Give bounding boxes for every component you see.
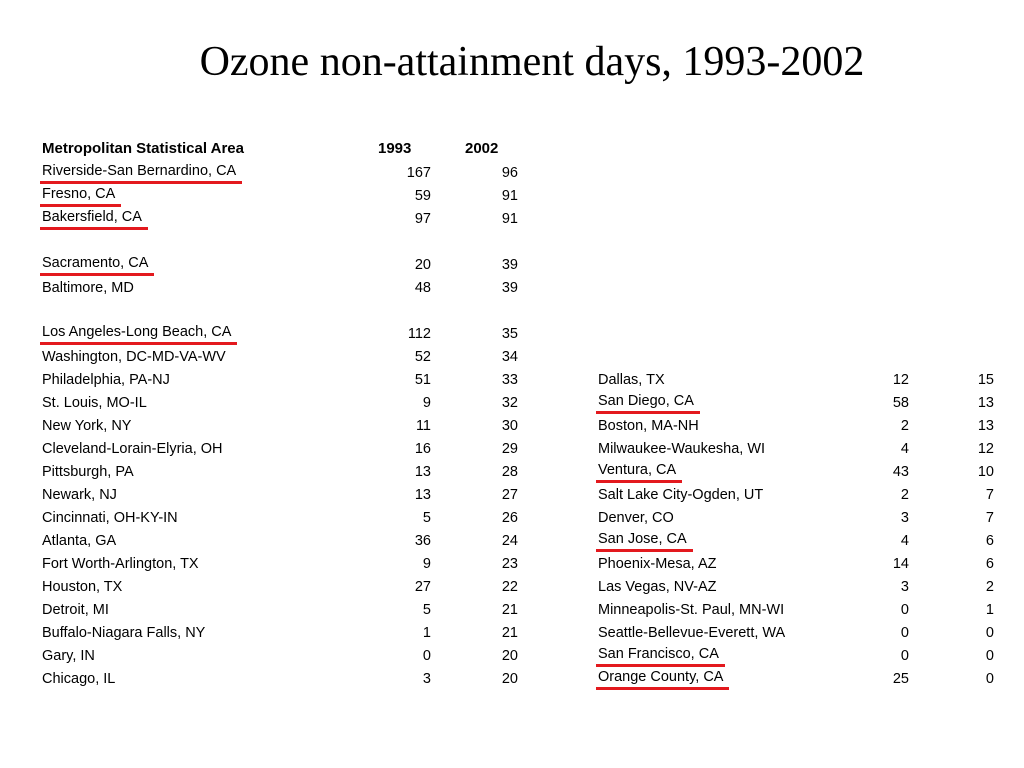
table-row (598, 484, 998, 507)
value-1993: 43 (892, 464, 909, 480)
table-row (42, 346, 522, 369)
table-row (42, 208, 522, 231)
table-row (42, 162, 522, 185)
area-name: New York, NY (42, 418, 132, 434)
value-2002: 91 (501, 188, 518, 204)
table-row (598, 553, 998, 576)
value-2002: 34 (501, 349, 518, 365)
value-1993: 11 (415, 418, 431, 434)
table-row (42, 392, 522, 415)
area-name: Houston, TX (42, 579, 123, 595)
value-1993: 4 (900, 533, 909, 549)
value-2002: 1 (985, 602, 994, 618)
value-2002: 39 (501, 257, 518, 273)
value-1993: 51 (414, 372, 431, 388)
table-row (42, 277, 522, 300)
table-row (598, 645, 998, 668)
value-2002: 39 (501, 280, 518, 296)
area-name: Fresno, CA (40, 185, 121, 207)
value-2002: 10 (977, 464, 994, 480)
header-area: Metropolitan Statistical Area (42, 140, 244, 157)
value-2002: 0 (985, 625, 994, 641)
value-1993: 3 (422, 671, 431, 687)
table-row (42, 530, 522, 553)
value-2002: 7 (985, 510, 994, 526)
value-1993: 14 (892, 556, 909, 572)
table-row (42, 185, 522, 208)
table-row (42, 576, 522, 599)
value-1993: 5 (422, 510, 431, 526)
value-2002: 7 (985, 487, 994, 503)
area-name: Detroit, MI (42, 602, 109, 618)
area-name: St. Louis, MO-IL (42, 395, 147, 411)
table-row (598, 622, 998, 645)
value-1993: 52 (414, 349, 431, 365)
value-2002: 96 (501, 165, 518, 181)
value-1993: 2 (900, 418, 909, 434)
value-2002: 6 (985, 556, 994, 572)
value-1993: 0 (422, 648, 431, 664)
value-1993: 0 (900, 625, 909, 641)
table-row (42, 668, 522, 691)
value-2002: 13 (977, 418, 994, 434)
value-1993: 2 (900, 487, 909, 503)
table-row (598, 576, 998, 599)
area-name: Cincinnati, OH-KY-IN (42, 510, 178, 526)
value-2002: 26 (501, 510, 518, 526)
area-name: San Francisco, CA (596, 645, 725, 667)
value-1993: 36 (414, 533, 431, 549)
value-2002: 27 (501, 487, 518, 503)
value-1993: 16 (414, 441, 431, 457)
table-row (42, 622, 522, 645)
area-name: Ventura, CA (596, 461, 682, 483)
value-2002: 0 (985, 671, 994, 687)
area-name: Chicago, IL (42, 671, 116, 687)
value-1993: 13 (414, 487, 431, 503)
area-name: Salt Lake City-Ogden, UT (598, 487, 764, 503)
area-name: Las Vegas, NV-AZ (598, 579, 717, 595)
area-name: Denver, CO (598, 510, 674, 526)
area-name: Sacramento, CA (40, 254, 154, 276)
value-2002: 22 (501, 579, 518, 595)
area-name: Seattle-Bellevue-Everett, WA (598, 625, 786, 641)
area-name: Orange County, CA (596, 668, 729, 690)
value-1993: 97 (414, 211, 431, 227)
value-2002: 12 (977, 441, 994, 457)
table-row (598, 392, 998, 415)
area-name: San Diego, CA (596, 392, 700, 414)
table-row (42, 599, 522, 622)
value-1993: 1 (422, 625, 431, 641)
value-2002: 15 (977, 372, 994, 388)
table-row (598, 507, 998, 530)
value-1993: 3 (900, 579, 909, 595)
area-name: Phoenix-Mesa, AZ (598, 556, 717, 572)
value-2002: 21 (501, 602, 518, 618)
value-1993: 0 (900, 648, 909, 664)
table-row (598, 461, 998, 484)
table-row (598, 415, 998, 438)
table-row (42, 438, 522, 461)
value-1993: 27 (414, 579, 431, 595)
area-name: Newark, NJ (42, 487, 117, 503)
value-1993: 5 (422, 602, 431, 618)
value-1993: 48 (414, 280, 431, 296)
value-1993: 167 (406, 165, 431, 181)
table-row (598, 530, 998, 553)
area-name: Baltimore, MD (42, 280, 134, 296)
value-2002: 13 (977, 395, 994, 411)
table-row (598, 668, 998, 691)
area-name: Bakersfield, CA (40, 208, 148, 230)
page-title: Ozone non-attainment days, 1993-2002 (199, 39, 865, 85)
value-2002: 24 (501, 533, 518, 549)
value-1993: 0 (900, 602, 909, 618)
value-2002: 91 (501, 211, 518, 227)
area-name: Riverside-San Bernardino, CA (40, 162, 242, 184)
value-1993: 12 (892, 372, 909, 388)
value-2002: 23 (501, 556, 518, 572)
value-2002: 28 (501, 464, 518, 480)
table-row (42, 415, 522, 438)
table-row (42, 645, 522, 668)
header-2002: 2002 (465, 140, 499, 157)
area-name: San Jose, CA (596, 530, 693, 552)
value-1993: 9 (422, 556, 431, 572)
table-row (598, 438, 998, 461)
table-row (42, 484, 522, 507)
area-name: Washington, DC-MD-VA-WV (42, 349, 226, 365)
value-1993: 112 (407, 326, 431, 342)
table-row (42, 369, 522, 392)
value-2002: 20 (501, 648, 518, 664)
area-name: Boston, MA-NH (598, 418, 699, 434)
area-name: Fort Worth-Arlington, TX (42, 556, 199, 572)
table-row (42, 323, 522, 346)
value-2002: 2 (985, 579, 994, 595)
value-1993: 25 (892, 671, 909, 687)
area-name: Dallas, TX (598, 372, 665, 388)
table-row (42, 553, 522, 576)
value-2002: 30 (501, 418, 518, 434)
table-row (598, 369, 998, 392)
value-1993: 59 (414, 188, 431, 204)
header-1993: 1993 (378, 140, 412, 157)
value-2002: 20 (501, 671, 518, 687)
value-2002: 29 (501, 441, 518, 457)
area-name: Philadelphia, PA-NJ (42, 372, 170, 388)
area-name: Buffalo-Niagara Falls, NY (42, 625, 206, 641)
area-name: Milwaukee-Waukesha, WI (598, 441, 766, 457)
value-1993: 4 (900, 441, 909, 457)
value-2002: 33 (501, 372, 518, 388)
value-2002: 0 (985, 648, 994, 664)
area-name: Atlanta, GA (42, 533, 117, 549)
value-1993: 9 (422, 395, 431, 411)
value-1993: 20 (414, 257, 431, 273)
area-name: Cleveland-Lorain-Elyria, OH (42, 441, 223, 457)
area-name: Gary, IN (42, 648, 95, 664)
value-1993: 13 (414, 464, 431, 480)
table-row (42, 507, 522, 530)
area-name: Pittsburgh, PA (42, 464, 134, 480)
value-2002: 21 (501, 625, 518, 641)
value-1993: 3 (900, 510, 909, 526)
value-2002: 32 (501, 395, 518, 411)
table-row (42, 254, 522, 277)
value-2002: 35 (501, 326, 518, 342)
area-name: Los Angeles-Long Beach, CA (40, 323, 237, 345)
value-1993: 58 (892, 395, 909, 411)
area-name: Minneapolis-St. Paul, MN-WI (598, 602, 785, 618)
table-row (42, 461, 522, 484)
table-row (598, 599, 998, 622)
value-2002: 6 (985, 533, 994, 549)
